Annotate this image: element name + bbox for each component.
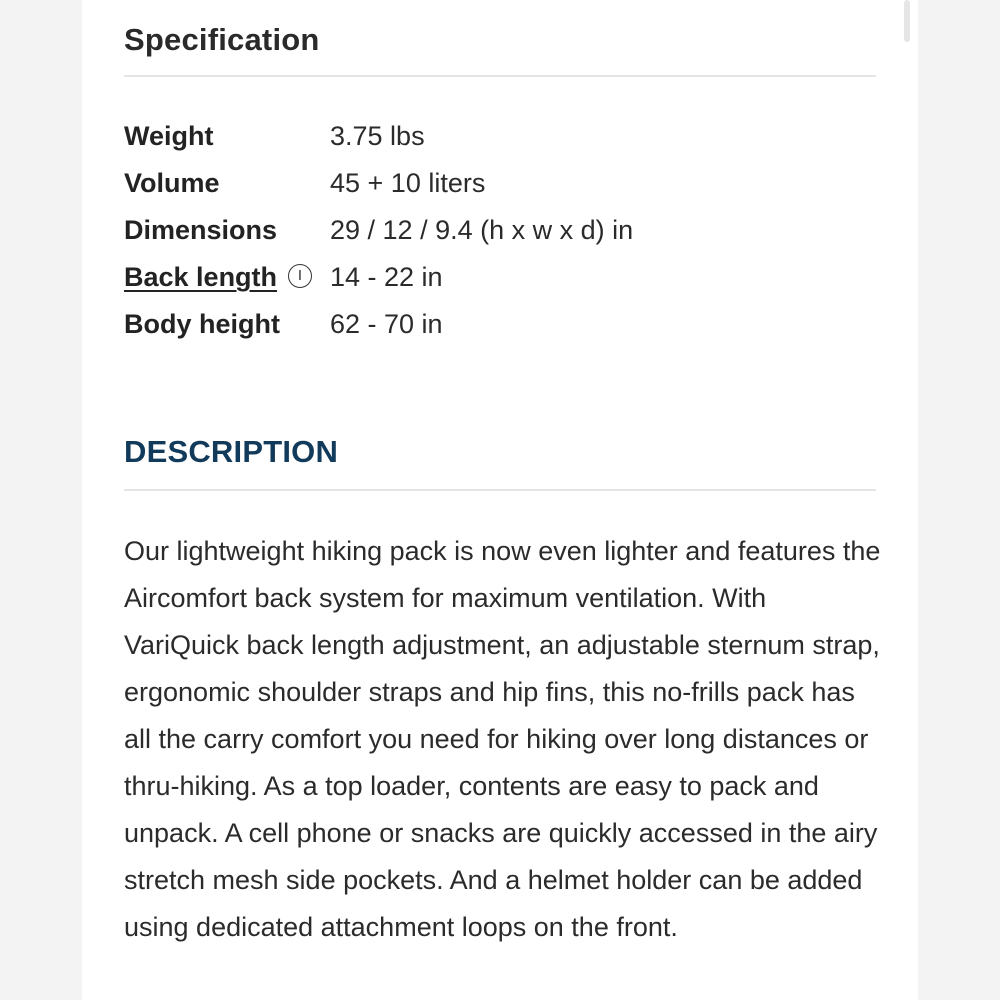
description-heading: DESCRIPTION bbox=[124, 434, 339, 469]
spec-row-body-height bbox=[124, 302, 876, 349]
spec-label-dimensions: Dimensions bbox=[124, 215, 278, 245]
spec-label-body-height: Body height bbox=[124, 309, 280, 339]
back-length-link[interactable]: Back length bbox=[124, 262, 278, 292]
specification-divider bbox=[124, 75, 876, 77]
specification-heading: Specification bbox=[124, 22, 320, 57]
description-text: Our lightweight hiking pack is now even lighter and features the Aircomfort back system for maximum ventilation. With VariQuick back length adjustment, an adjustable sternum strap, ergonomic shoulder straps and hip fins, this no-frills pack has all the carry comfort you need for hiking over long distances or thru-hiking. As a top loader, contents are easy to pack and unpack. A cell phone or snacks are quickly accessed in the airy stretch mesh side pockets. And a helmet holder can be added using dedicated attachment loops on the front. bbox=[124, 536, 881, 942]
spec-label-volume: Volume bbox=[124, 168, 220, 198]
spec-row-dimensions bbox=[124, 208, 876, 255]
spec-label-weight: Weight bbox=[124, 121, 214, 151]
scrollbar[interactable] bbox=[904, 0, 910, 42]
specification-table bbox=[124, 114, 876, 349]
spec-value-dimensions: 29 / 12 / 9.4 (h x w x d) in bbox=[330, 215, 634, 245]
spec-value-volume: 45 + 10 liters bbox=[330, 168, 486, 198]
spec-row-volume bbox=[124, 161, 876, 208]
info-circle-icon[interactable]: I bbox=[288, 264, 312, 288]
spec-row-back-length bbox=[124, 255, 876, 302]
spec-row-weight bbox=[124, 114, 876, 161]
spec-value-weight: 3.75 lbs bbox=[330, 121, 425, 151]
spec-value-body-height: 62 - 70 in bbox=[330, 309, 443, 339]
description-divider bbox=[124, 489, 876, 491]
spec-value-back-length: 14 - 22 in bbox=[330, 262, 443, 292]
